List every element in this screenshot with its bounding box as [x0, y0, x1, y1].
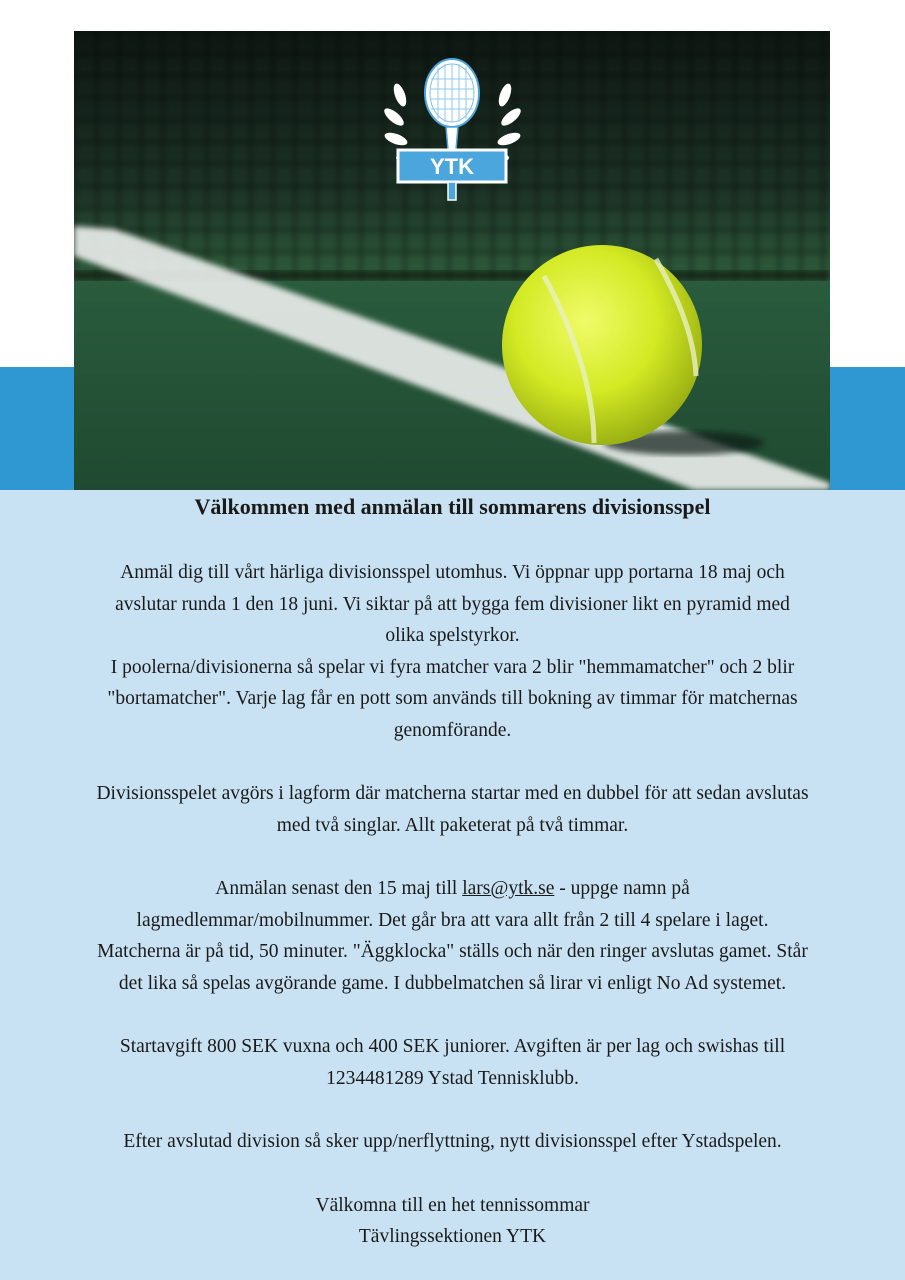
text-line: Startavgift 800 SEK vuxna och 400 SEK juniorer. Avgiften är per lag och swishas till	[119, 1036, 786, 1057]
text-line: lagmedlemmar/mobilnummer. Det går bra att vara allt från 2 till 4 spelare i laget.	[136, 909, 769, 931]
text-line: Divisionsspelet avgörs i lagform där matcherna startar med en dubbel för att sedan avslutas	[96, 783, 809, 804]
tennis-ball	[502, 245, 702, 445]
announcement	[20, 490, 885, 1253]
text-line: "bortamatcher". Varje lag får en pott som används till bokning av timmar för matchernas	[107, 688, 798, 709]
format-paragraph	[20, 778, 885, 841]
logo-text: YTK	[430, 154, 474, 179]
signature: Tävlingssektionen YTK	[358, 1226, 547, 1247]
intro-paragraph	[20, 557, 885, 746]
text-line: I poolerna/divisionerna så spelar vi fyra matcher vara 2 blir "hemmamatcher" och 2 blir	[110, 656, 795, 678]
closing-line: Välkomna till en het tennissommar	[315, 1194, 590, 1216]
registration-suffix: - uppge namn på	[554, 878, 690, 899]
text-line: Anmäl dig till vårt härliga divisionsspel utomhus. Vi öppnar upp portarna 18 maj och	[120, 562, 785, 583]
after-division-line: Efter avslutad division så sker upp/nerflyttning, nytt divisionsspel efter Ystadspelen.	[123, 1131, 782, 1152]
text-line: 1234481289 Ystad Tennisklubb.	[326, 1067, 579, 1089]
registration-line	[20, 873, 885, 905]
text-line: Matcherna är på tid, 50 minuter. "Äggklocka" ställs och när den ringer avslutas gamet. Står	[97, 941, 808, 962]
text-line: genomförande.	[393, 719, 512, 741]
ytk-logo	[380, 55, 525, 205]
fee-paragraph	[20, 1031, 885, 1094]
email-link[interactable]: lars@ytk.se	[462, 878, 555, 899]
text-line: med två singlar. Allt paketerat på två timmar.	[276, 814, 629, 836]
text-line: avslutar runda 1 den 18 juni. Vi siktar på att bygga fem divisioner likt en pyramid med	[115, 593, 790, 615]
text-line: olika spelstyrkor.	[385, 625, 520, 646]
racket-laurel-icon	[380, 55, 525, 205]
closing	[20, 1190, 885, 1253]
page-title: Välkommen med anmälan till sommarens divisionsspel	[194, 494, 711, 519]
registration-paragraph	[20, 873, 885, 999]
text-line: det lika så spelas avgörande game. I dubbelmatchen så lirar vi enligt No Ad systemet.	[118, 972, 787, 994]
registration-prefix: Anmälan senast den 15 maj till	[215, 878, 463, 899]
